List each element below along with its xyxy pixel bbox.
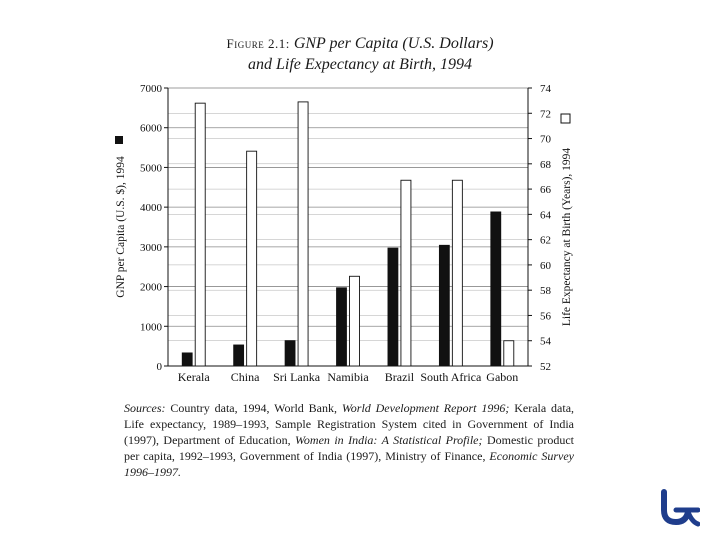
y-tick-label-left: 5000: [140, 162, 162, 175]
sources-text-3: Domestic product per capita, 1992–1993, Government of India (1997), Ministry of Finance,: [124, 433, 575, 463]
chart-title-main: GNP per Capita (U.S. Dollars): [293, 35, 494, 52]
university-logo-icon: [654, 488, 700, 528]
bar-life-expectancy-gabon: [504, 341, 514, 366]
y-tick-label-left: 3000: [140, 241, 162, 254]
y-tick-label-right: 52: [540, 361, 551, 373]
sources-note: [124, 400, 574, 480]
bar-life-expectancy-namibia: [350, 276, 360, 366]
sources-italic-3: Economic Survey 1996–1997.: [124, 449, 575, 479]
y-tick-label-right: 70: [540, 133, 551, 146]
bar-gnp-sri-lanka: [285, 341, 295, 366]
y-tick-label-right: 56: [540, 310, 551, 323]
y-tick-label-right: 74: [540, 83, 551, 95]
y-tick-label-left: 7000: [140, 83, 162, 95]
y-tick-label-right: 72: [540, 108, 551, 121]
y-tick-label-left: 2000: [140, 281, 162, 294]
bar-life-expectancy-sri-lanka: [298, 102, 308, 366]
y-tick-label-right: 64: [540, 209, 551, 222]
sources-label: Sources:: [124, 401, 166, 415]
y-tick-label-left: 6000: [140, 122, 162, 135]
bar-gnp-china: [234, 345, 244, 366]
x-tick-label: South Africa: [420, 370, 482, 384]
y-tick-label-right: 60: [540, 259, 551, 272]
y-axis-label-left: GNP per Capita (U.S. $), 1994: [115, 156, 127, 298]
x-tick-label: Kerala: [177, 370, 210, 384]
x-tick-label: Sri Lanka: [273, 370, 321, 384]
y-tick-label-right: 62: [540, 234, 551, 247]
x-tick-label: Gabon: [486, 370, 519, 384]
y-tick-label-left: 0: [156, 361, 162, 373]
chart-title-sub: and Life Expectancy at Birth, 1994: [248, 56, 472, 73]
bar-gnp-brazil: [388, 248, 398, 366]
y-tick-label-right: 54: [540, 335, 551, 348]
bar-life-expectancy-kerala: [195, 103, 205, 366]
sources-italic-2: Women in India: A Statistical Profile;: [295, 433, 483, 447]
x-tick-label: Namibia: [327, 370, 369, 384]
bar-life-expectancy-china: [247, 151, 257, 366]
y-tick-label-left: 4000: [140, 202, 162, 215]
y-axis-label-right: Life Expectancy at Birth (Years), 1994: [561, 147, 573, 327]
bar-life-expectancy-brazil: [401, 180, 411, 366]
y-tick-label-right: 68: [540, 158, 551, 171]
bar-life-expectancy-south-africa: [452, 180, 462, 366]
x-tick-label: China: [230, 370, 260, 384]
y-tick-label-right: 58: [540, 285, 551, 298]
bar-gnp-namibia: [337, 288, 347, 366]
bar-gnp-south-africa: [439, 245, 449, 366]
sources-text-1: Country data, 1994, World Bank,: [170, 401, 337, 415]
figure-label: Figure 2.1:: [226, 36, 290, 51]
legend-swatch-life-expectancy: [561, 114, 570, 123]
bar-gnp-gabon: [491, 212, 501, 366]
bar-gnp-kerala: [182, 353, 192, 366]
y-tick-label-right: 66: [540, 184, 551, 197]
legend-swatch-gnp: [115, 136, 123, 144]
y-tick-label-left: 1000: [140, 321, 162, 334]
x-tick-label: Brazil: [384, 370, 415, 384]
sources-italic-1: World Development Report 1996;: [341, 401, 510, 415]
sources-text-2: Kerala data, Life expectancy, 1989–1993, Sample Registration System cited in Government of India (1997), Department of Education,: [124, 401, 575, 447]
